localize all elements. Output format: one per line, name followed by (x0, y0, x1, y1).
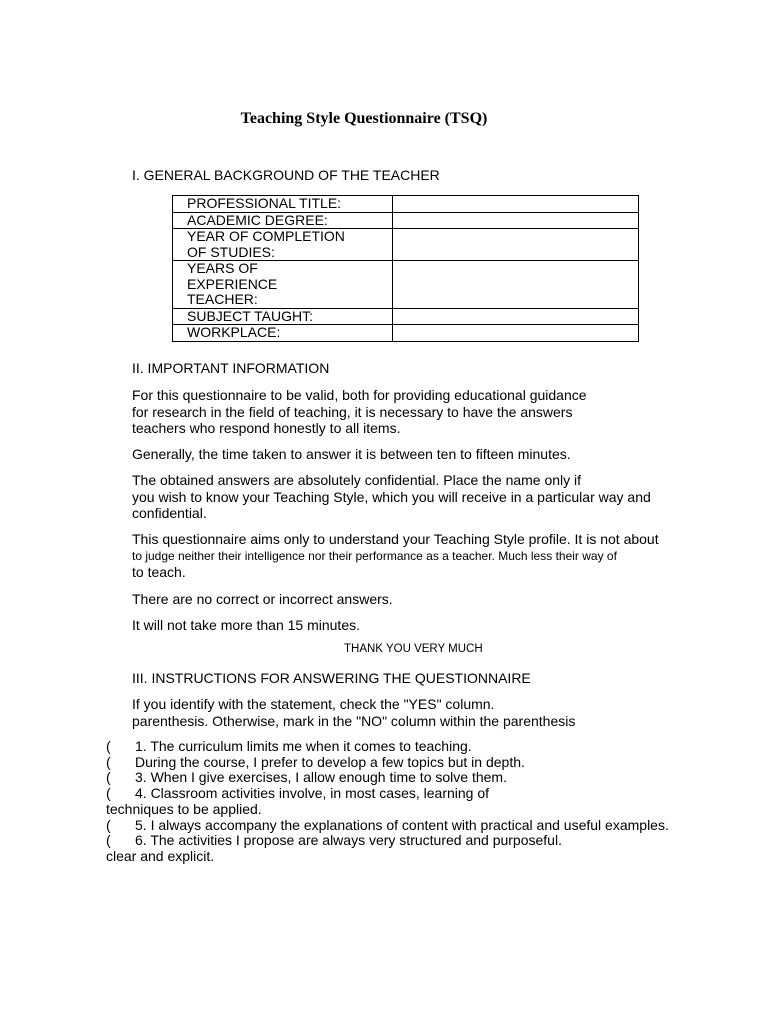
label-year-of-completion: YEAR OF COMPLETION OF STUDIES: (173, 229, 393, 261)
section-3-heading: III. INSTRUCTIONS FOR ANSWERING THE QUESTIONNAIRE (132, 670, 531, 686)
value-academic-degree[interactable] (393, 212, 639, 229)
background-table (172, 195, 639, 342)
list-item: ( 6. The activities I propose are always very structured and purposeful. (106, 832, 562, 849)
table-row (173, 196, 639, 213)
paragraph-confidential: The obtained answers are absolutely confidential. Place the name only if you wish to know your Teaching Style, which you will receive in a particular way and confidential. (132, 472, 651, 521)
answer-parenthesis[interactable]: ( (106, 816, 111, 833)
table-row (173, 325, 639, 342)
list-item: ( 3. When I give exercises, I allow enough time to solve them. (106, 769, 507, 786)
paragraph-duration: It will not take more than 15 minutes. (132, 617, 360, 633)
table-row (173, 212, 639, 229)
list-item-continuation: techniques to be applied. (106, 800, 262, 817)
answer-parenthesis[interactable]: ( (106, 738, 111, 754)
value-professional-title[interactable] (393, 196, 639, 213)
paragraph-time: Generally, the time taken to answer it is between ten to fifteen minutes. (132, 446, 571, 462)
value-workplace[interactable] (393, 325, 639, 342)
paragraph-validity: For this questionnaire to be valid, both for providing educational guidance for research in the field of teaching, it is necessary to have the answers teachers who respond honestly to all items. (132, 387, 587, 436)
paragraph-no-correct: There are no correct or incorrect answers. (132, 591, 393, 607)
list-item: ( 5. I always accompany the explanations of content with practical and useful examples. (106, 816, 669, 833)
answer-parenthesis[interactable]: ( (106, 785, 111, 802)
paragraph-aim: This questionnaire aims only to understand your Teaching Style profile. It is not about to judge neither their intelligence nor their performance as a teacher. Much less their way of to teach. (132, 531, 659, 580)
table-row (173, 261, 639, 309)
value-year-of-completion[interactable] (393, 229, 639, 261)
label-workplace: WORKPLACE: (173, 325, 393, 342)
label-subject-taught: SUBJECT TAUGHT: (173, 308, 393, 325)
questionnaire-items (106, 739, 669, 865)
list-item-continuation: clear and explicit. (106, 847, 215, 864)
list-item: ( During the course, I prefer to develop a few topics but in depth. (106, 753, 525, 770)
answer-parenthesis[interactable]: ( (106, 753, 111, 770)
document-title: Teaching Style Questionnaire (TSQ) (240, 110, 488, 127)
section-2-heading: II. IMPORTANT INFORMATION (132, 360, 330, 376)
value-subject-taught[interactable] (393, 308, 639, 325)
label-professional-title: PROFESSIONAL TITLE: (173, 196, 393, 213)
answer-parenthesis[interactable]: ( (106, 832, 111, 849)
answer-parenthesis[interactable]: ( (106, 769, 111, 786)
instructions-text: If you identify with the statement, check the "YES" column. parenthesis. Otherwise, mark in the "NO" column within the parenthesis (132, 696, 576, 729)
thank-you-text: THANK YOU VERY MUCH (344, 643, 483, 655)
label-years-of-experience: YEARS OF EXPERIENCE TEACHER: (173, 261, 393, 309)
label-academic-degree: ACADEMIC DEGREE: (173, 212, 393, 229)
table-row (173, 229, 639, 261)
table-row (173, 308, 639, 325)
list-item: ( 1. The curriculum limits me when it comes to teaching. (106, 738, 472, 754)
value-years-of-experience[interactable] (393, 261, 639, 309)
section-1-heading: I. GENERAL BACKGROUND OF THE TEACHER (132, 167, 440, 183)
list-item: ( 4. Classroom activities involve, in most cases, learning of (106, 785, 490, 802)
